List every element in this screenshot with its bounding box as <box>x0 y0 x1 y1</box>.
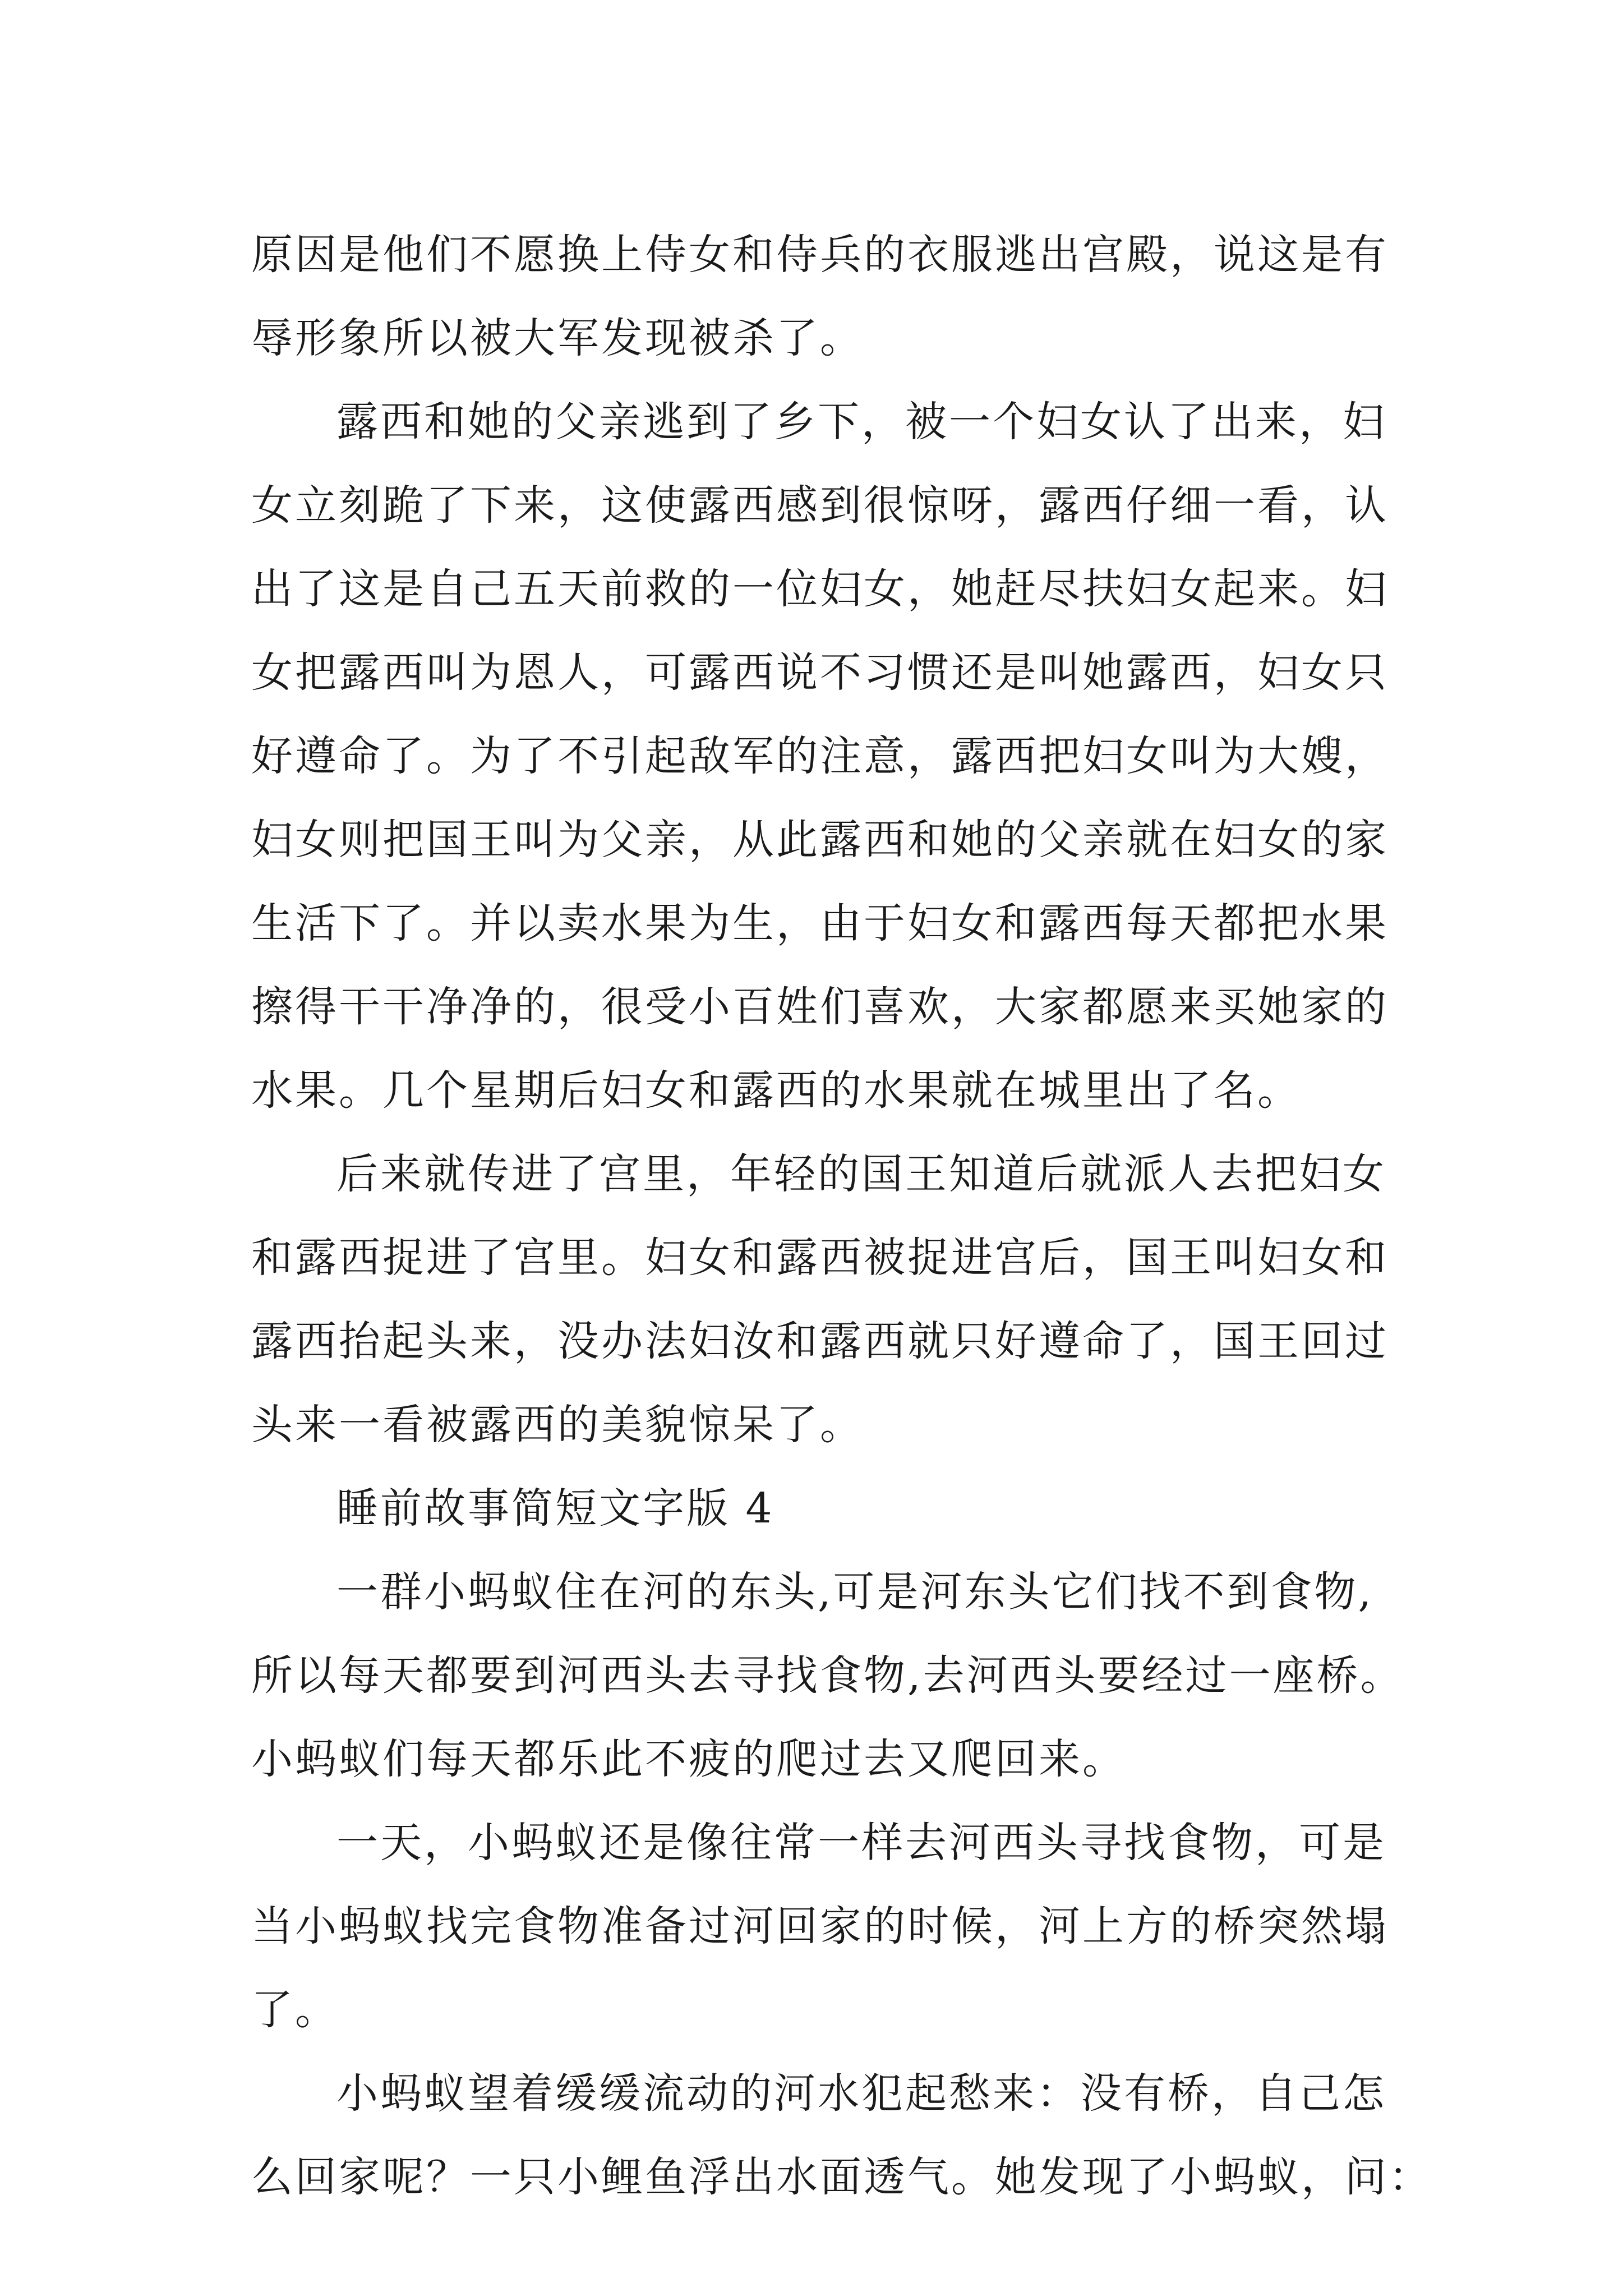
text-line: 好遵命了。为了不引起敌军的注意，露西把妇女叫为大嫂， <box>251 732 1389 780</box>
text-line: 当小蚂蚁找完食物准备过河回家的时候，河上方的桥突然塌 <box>251 1902 1389 1950</box>
paragraph-start-line: 小蚂蚁望着缓缓流动的河水犯起愁来：没有桥，自己怎 <box>336 2069 1386 2118</box>
text-line: 擦得干干净净的，很受小百姓们喜欢，大家都愿来买她家的 <box>251 983 1389 1031</box>
paragraph-start-line: 露西和她的父亲逃到了乡下，被一个妇女认了出来，妇 <box>336 398 1386 446</box>
text-line: 和露西捉进了宫里。妇女和露西被捉进宫后，国王叫妇女和 <box>251 1234 1389 1282</box>
text-line: 女立刻跪了下来，这使露西感到很惊呀，露西仔细一看，认 <box>251 481 1389 530</box>
text-line: 原因是他们不愿换上侍女和侍兵的衣服逃出宫殿，说这是有 <box>251 231 1389 279</box>
text-line: 妇女则把国王叫为父亲，从此露西和她的父亲就在妇女的家 <box>251 816 1389 864</box>
text-line: 么回家呢？一只小鲤鱼浮出水面透气。她发现了小蚂蚁，问： <box>251 2153 1432 2201</box>
text-line: 生活下了。并以卖水果为生，由于妇女和露西每天都把水果 <box>251 899 1389 947</box>
text-line: 女把露西叫为恩人，可露西说不习惯还是叫她露西，妇女只 <box>251 648 1389 697</box>
paragraph-start-line: 一群小蚂蚁住在河的东头,可是河东头它们找不到食物, <box>336 1568 1374 1616</box>
text-line: 水果。几个星期后妇女和露西的水果就在城里出了名。 <box>251 1066 1301 1115</box>
paragraph-start-line: 后来就传进了宫里，年轻的国王知道后就派人去把妇女 <box>336 1150 1386 1198</box>
paragraph-start-line: 一天，小蚂蚁还是像往常一样去河西头寻找食物，可是 <box>336 1819 1386 1867</box>
text-line: 辱形象所以被大军发现被杀了。 <box>251 314 864 362</box>
text-line: 出了这是自己五天前救的一位妇女，她赶尽扶妇女起来。妇 <box>251 565 1389 613</box>
text-line: 小蚂蚁们每天都乐此不疲的爬过去又爬回来。 <box>251 1735 1126 1783</box>
text-line: 所以每天都要到河西头去寻找食物,去河西头要经过一座桥。 <box>251 1651 1404 1700</box>
body-text <box>251 213 1432 2219</box>
text-line: 露西抬起头来，没办法妇汝和露西就只好遵命了，国王回过 <box>251 1317 1389 1365</box>
text-line: 头来一看被露西的美貌惊呆了。 <box>251 1401 864 1449</box>
text-line: 了。 <box>251 1986 339 2034</box>
section-heading: 睡前故事简短文字版 4 <box>336 1484 774 1533</box>
